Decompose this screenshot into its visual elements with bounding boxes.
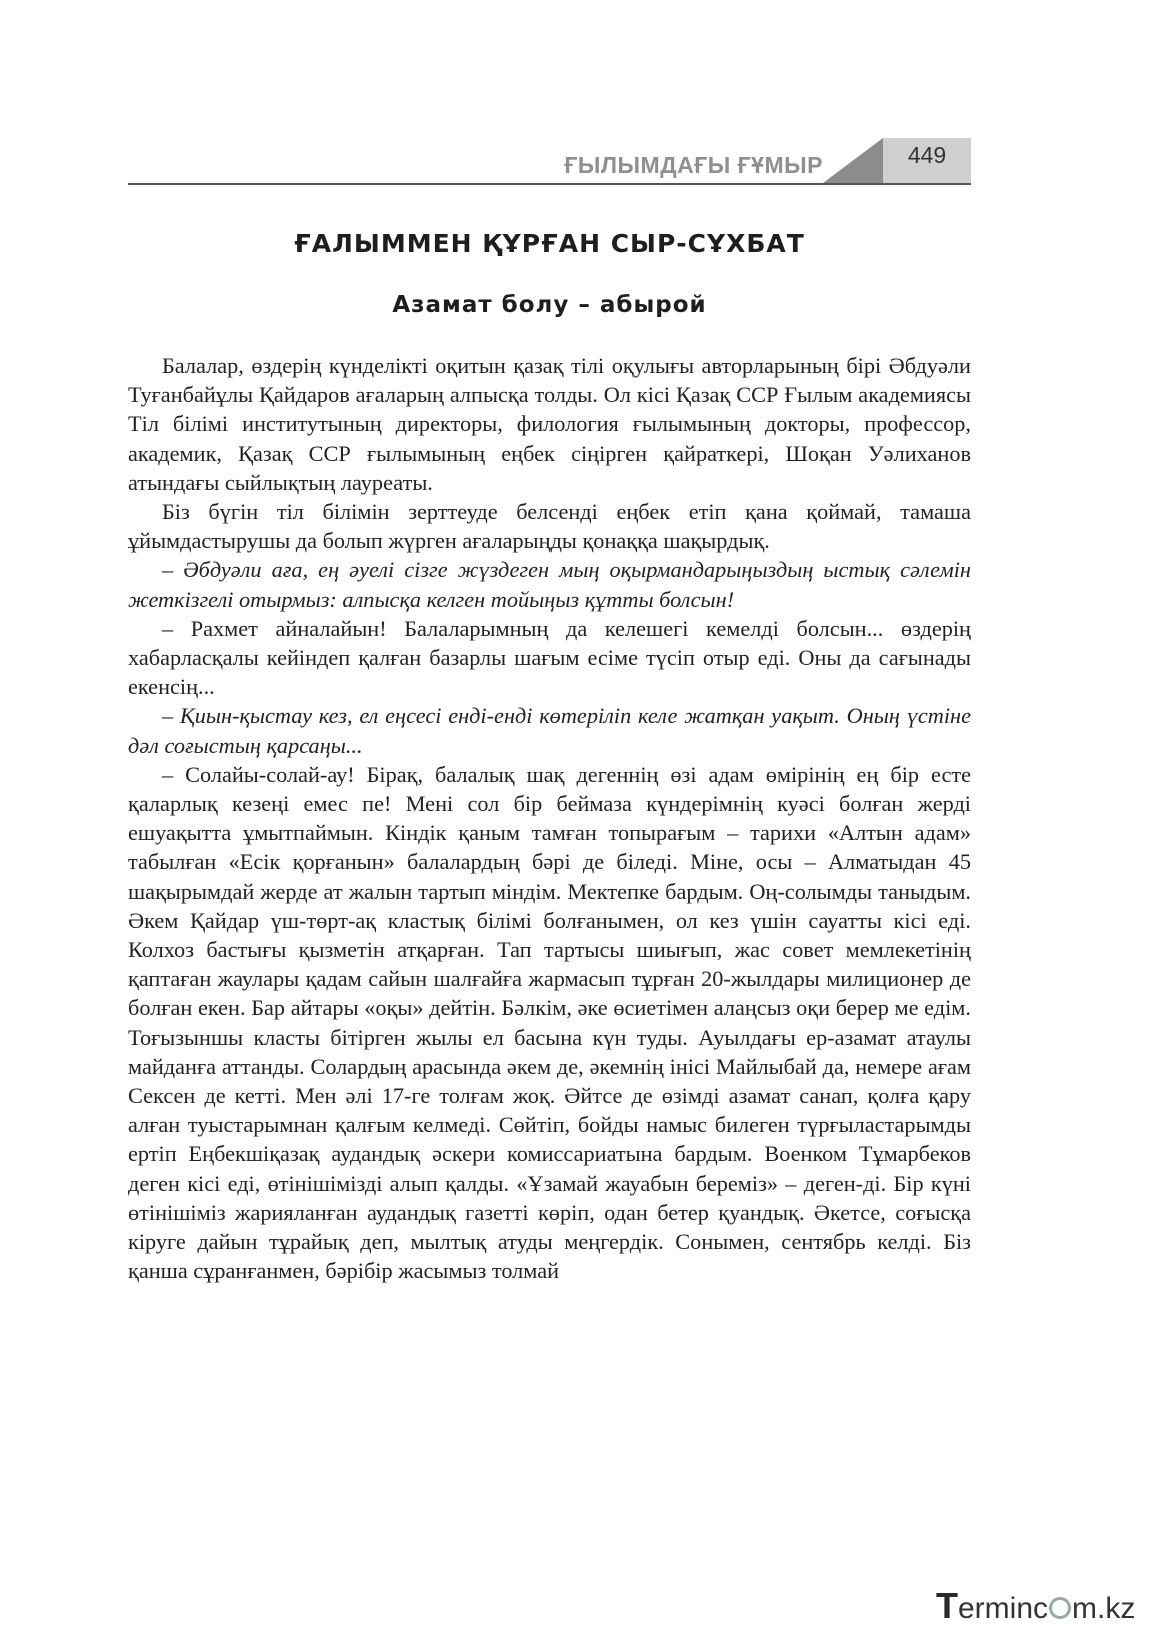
running-header	[128, 138, 971, 186]
article-body	[128, 351, 971, 1286]
logo-domain: m.kz	[1072, 1592, 1136, 1625]
chapter-title: ҒАЛЫММЕН ҚҰРҒАН СЫР-СҰХБАТ	[294, 229, 805, 258]
interview-answer: – Рахмет айналайын! Балаларымның да келешегі кемелді болсын... өздерің хабарласқалы кейіндеп қалған базарлы шағым есіме түсіп отыр еді. Оны да сағынады екенсің...	[128, 615, 971, 700]
paragraph-intro: Балалар, өздерің күнделікті оқитын қазақ тілі оқулығы авторларының бірі Әбдуәли Туғанбайұлы Қайдаров ағаларың алпысқа толды. Ол кісі Қазақ ССР Ғылым академиясы Тіл білімі институтының директоры, филология ғылымының докторы, профессор, академик, Қазақ ССР ғылымының еңбек сіңірген қайраткері, Шоқан Уәлиханов атындағы сыйлықтың лауреаты.	[128, 353, 971, 495]
page-number: 449	[907, 142, 947, 168]
logo-letter-t: T	[936, 1585, 958, 1626]
logo-circle-icon	[1049, 1597, 1071, 1619]
interview-answer: – Солайы-солай-ау! Бірақ, балалық шақ дегеннің өзі адам өмірінің ең бір есте қаларлық кезеңі емес пе! Мені сол бір беймаза күндерімнің куәсі болған жерді ешуақытта ұмытпаймын. Кіндік қаным тамған топырағым – тарихи «Алтын адам» табылған «Есік қорғанын» балалардың бәрі де біледі. Міне, осы – Алматыдан 45 шақырымдай жерде ат жалын тартып міндім. Мектепке бардым. Оң-солымды таныдым. Әкем Қайдар үш-төрт-ақ кластық білімі болғанымен, ол кез үшін сауатты кісі еді. Колхоз бастығы қызметін атқарған. Тап тартысы шиығып, жас совет мемлекетінің қаптаған жаулары қадам сайын шалғайға жармасып тұрған 20-жылдары милиционер де болған екен. Бар айтары «оқы» дейтін. Бәлкім, әке өсиетімен алаңсыз оқи берер ме едім. Тоғызыншы класты бітірген жылы ел басына күн туды. Ауылдағы ер-азамат атаулы майданға аттанды. Солардың арасында әкем де, әкемнің інісі Майлыбай да, немере ағам Сексен де кетті. Мен әлі 17-ге толғам жоқ. Әйтсе де өзімді азамат санап, қолға қару алған туыстарымнан қалғым келмеді. Сөйтіп, бойды намыс билеген түрғыластарымды ертіп Еңбекшіқазақ аудандық әскери комиссариатына бардым. Военком Тұмарбеков деген кісі еді, өтінішімізді алып қалды. «Ұзамай жауабын береміз» – деген-ді. Бір күні өтінішіміз жарияланған аудандық газетті көріп, одан бетер қуандық. Әкетсе, соғысқа кіруге дайын тұрайық деп, мылтық атуды меңгердік. Сонымен, сентябрь келді. Біз қанша сұранғанмен, бәрібір жасымыз толмай	[128, 761, 971, 1284]
article-title: Азамат болу – абырой	[392, 292, 707, 318]
interview-question: – Әбдуәли аға, ең әуелі сізге жүздеген мың оқырмандарыңыздың ыстық сәлемін жеткізгелі отырмыз: алпысқа келген тойыңыз құтты болсын!	[128, 557, 971, 612]
termincom-logo	[936, 1585, 1135, 1627]
section-title: ҒЫЛЫМДАҒЫ ҒҰМЫР	[564, 152, 823, 178]
interview-question: – Қиын-қыстау кез, ел еңсесі енді-енді көтеріліп келе жатқан уақыт. Оның үстіне дәл соғыстың қарсаңы...	[128, 703, 971, 758]
logo-text: erminc	[958, 1592, 1049, 1625]
header-rule	[128, 183, 971, 185]
paragraph-invitation: Біз бүгін тіл білімін зерттеуде белсенді еңбек етіп қана қоймай, тамаша ұйымдастырушы да болып жүрген ағаларыңды қонаққа шақырдық.	[128, 499, 971, 554]
header-triangle-decoration	[823, 138, 883, 183]
